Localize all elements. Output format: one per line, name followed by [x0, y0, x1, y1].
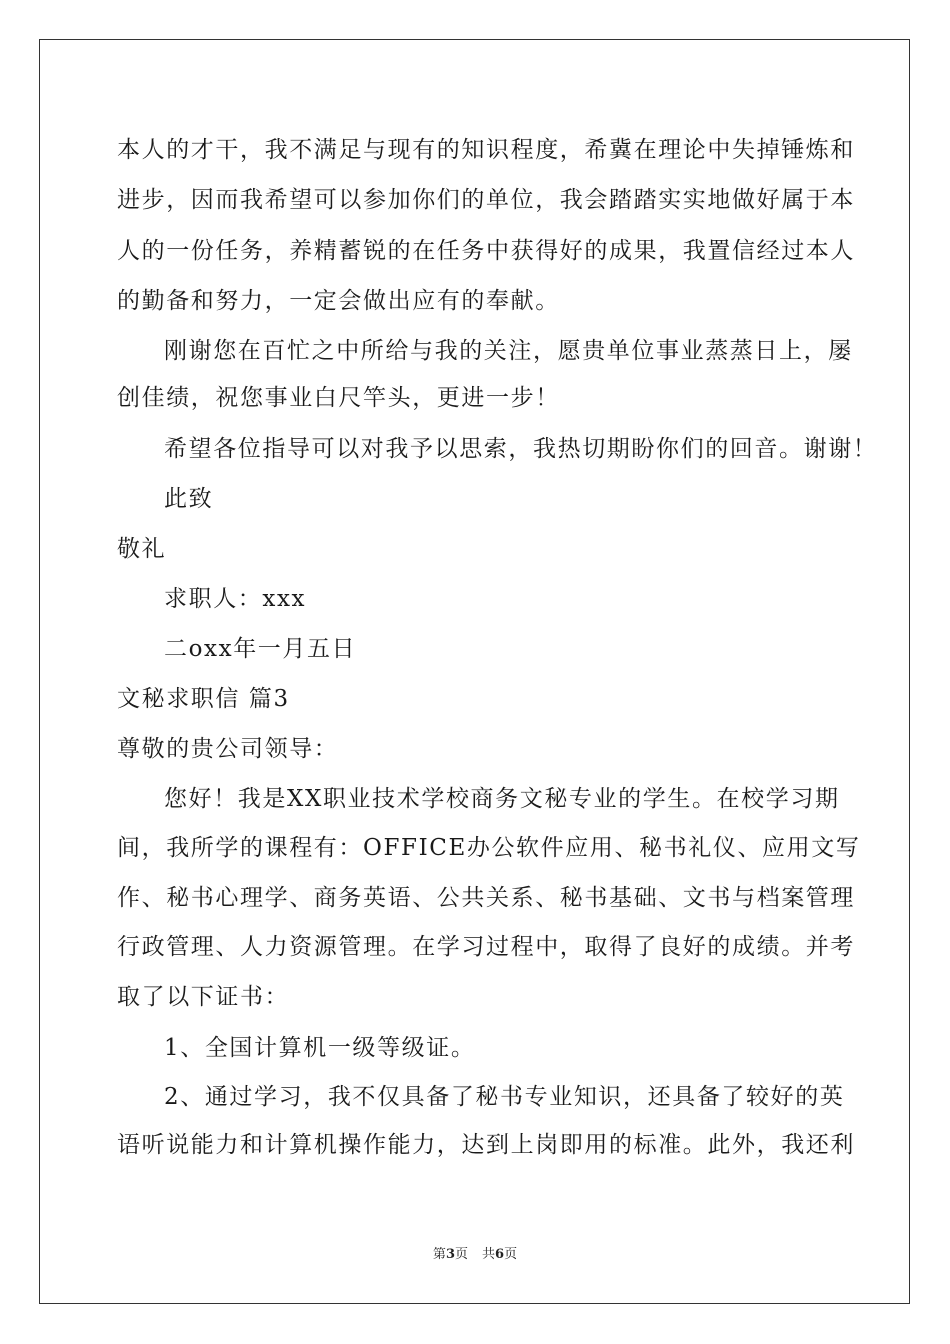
- page-border: [39, 39, 910, 1304]
- text-line: 本人的才干，我不满足与现有的知识程度，希冀在理论中失掉锤炼和: [117, 137, 855, 163]
- text-line: 创佳绩，祝您事业白尺竿头，更进一步！: [117, 385, 560, 411]
- letter-date: 二oxx年一月五日: [164, 636, 357, 662]
- page-total: 6: [495, 1247, 505, 1262]
- total-suffix: 页: [504, 1247, 518, 1262]
- section-heading: 文秘求职信 篇3: [117, 686, 290, 712]
- applicant-signature: 求职人：xxx: [164, 586, 307, 612]
- text-line: 语听说能力和计算机操作能力，达到上岗即用的标准。此外，我还利: [117, 1132, 855, 1158]
- page-suffix: 页: [454, 1247, 468, 1262]
- paragraph-closing: 希望各位指导可以对我予以思索，我热切期盼你们的回音。谢谢！: [164, 436, 878, 462]
- text-line: 进步，因而我希望可以参加你们的单位，我会踏踏实实地做好属于本: [117, 187, 855, 213]
- paragraph-intro: 您好！我是XX职业技术学校商务文秘专业的学生。在校学习期: [164, 786, 840, 812]
- paragraph-thanks: 刚谢您在百忙之中所给与我的关注，愿贵单位事业蒸蒸日上，屡: [164, 338, 853, 364]
- list-item: 2、通过学习，我不仅具备了秘书专业知识，还具备了较好的英: [164, 1084, 845, 1110]
- page-prefix: 第: [432, 1247, 446, 1262]
- list-item: 1、全国计算机一级等级证。: [164, 1035, 476, 1061]
- page-footer: [0, 1246, 950, 1264]
- salutation-jingli: 敬礼: [117, 536, 167, 562]
- salutation-cizhi: 此致: [164, 486, 214, 512]
- text-line: 的勤备和努力，一定会做出应有的奉献。: [117, 288, 560, 314]
- greeting: 尊敬的贵公司领导：: [117, 736, 339, 762]
- text-line: 行政管理、人力资源管理。在学习过程中，取得了良好的成绩。并考: [117, 934, 855, 960]
- text-line: 取了以下证书：: [117, 984, 290, 1010]
- total-prefix: 共: [482, 1247, 496, 1262]
- text-line: 间，我所学的课程有：OFFICE办公软件应用、秘书礼仪、应用文写: [117, 835, 861, 861]
- text-line: 人的一份任务，养精蓄锐的在任务中获得好的成果，我置信经过本人: [117, 238, 855, 264]
- text-line: 作、秘书心理学、商务英语、公共关系、秘书基础、文书与档案管理: [117, 885, 855, 911]
- page-number: 3: [445, 1247, 455, 1262]
